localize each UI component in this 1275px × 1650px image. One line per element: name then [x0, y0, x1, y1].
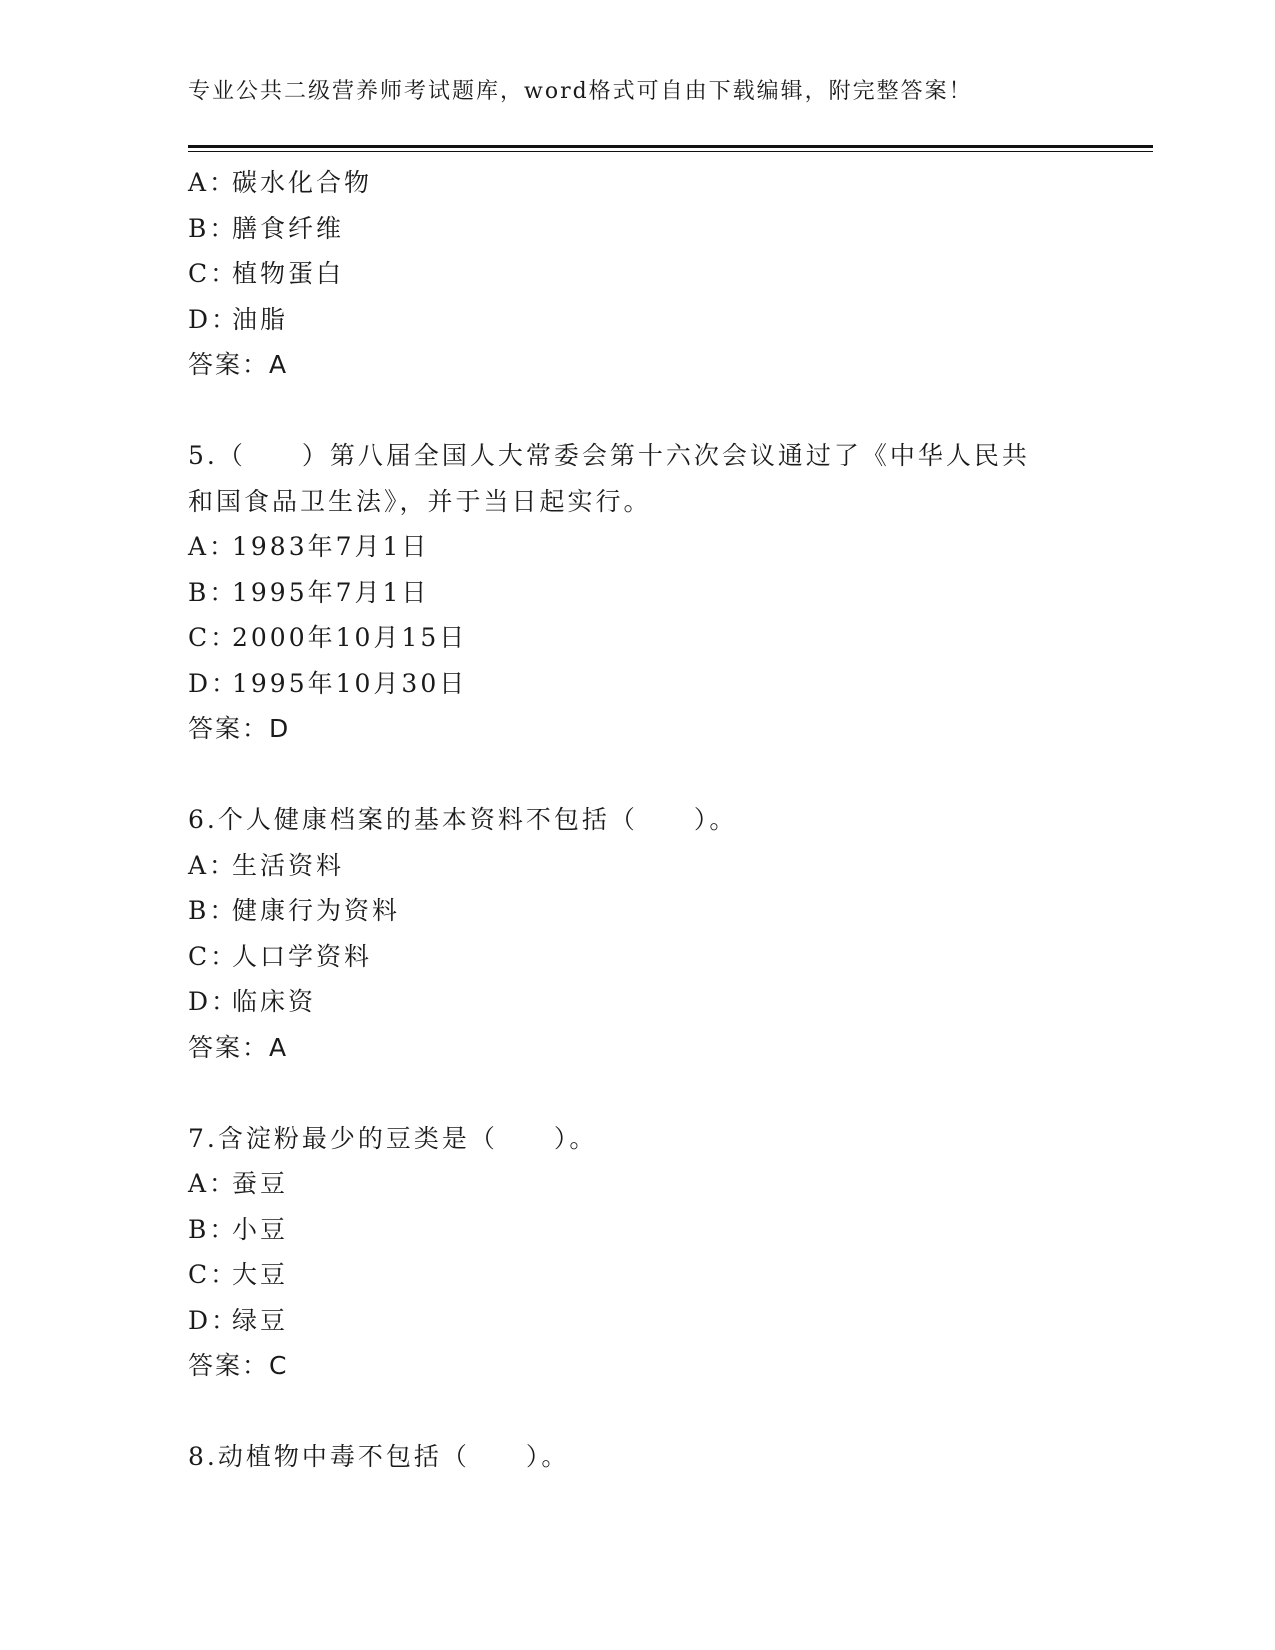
- option-b: [188, 570, 1088, 616]
- option-a: [188, 524, 1088, 570]
- option-letter: D：: [188, 668, 240, 698]
- option-text: 植物蛋白: [232, 259, 345, 288]
- spacer: [188, 1389, 1088, 1435]
- question-block: [188, 1434, 1088, 1480]
- option-text: 生活资料: [232, 850, 345, 880]
- option-text: 临床资: [232, 987, 317, 1016]
- option-letter: B：: [188, 896, 238, 925]
- option-b: [188, 888, 1088, 934]
- answer: 答案：A: [188, 1032, 289, 1062]
- question-text: 6.个人健康档案的基本资料不包括（ ）。: [188, 805, 738, 834]
- option-c: [188, 934, 1088, 980]
- option-text: 大豆: [232, 1260, 289, 1289]
- question-block: [188, 433, 1088, 752]
- page-header: 专业公共二级营养师考试题库，word格式可自由下载编辑，附完整答案！: [188, 79, 973, 104]
- option-b: [188, 1207, 1088, 1253]
- option-d: [188, 1298, 1088, 1344]
- option-a: [188, 843, 1088, 889]
- option-letter: D：: [188, 987, 240, 1016]
- question-block: [188, 160, 1088, 388]
- option-a: [188, 1161, 1088, 1207]
- spacer: [188, 388, 1088, 434]
- option-letter: B：: [188, 577, 238, 607]
- option-letter: C：: [188, 1260, 239, 1289]
- question-block: [188, 1116, 1088, 1389]
- option-letter: A：: [188, 168, 238, 197]
- question-text: 8.动植物中毒不包括（ ）。: [188, 1442, 570, 1471]
- option-c: [188, 615, 1088, 661]
- option-text: 油脂: [232, 304, 289, 334]
- option-text: 健康行为资料: [232, 896, 401, 925]
- answer: 答案：C: [188, 1351, 289, 1380]
- option-text: 人口学资料: [232, 941, 373, 971]
- option-letter: B：: [188, 1214, 238, 1244]
- option-letter: A：: [188, 850, 238, 880]
- option-letter: C：: [188, 259, 239, 288]
- spacer: [188, 1070, 1088, 1116]
- option-letter: C：: [188, 941, 239, 971]
- option-letter: D：: [188, 1305, 240, 1335]
- option-text: 小豆: [232, 1214, 289, 1244]
- option-text: 膳食纤维: [232, 213, 345, 243]
- option-letter: C：: [188, 623, 239, 652]
- option-d: [188, 297, 1088, 343]
- option-text: 1995年10月30日: [232, 668, 468, 698]
- option-text: 1995年7月1日: [232, 577, 430, 607]
- question-block: [188, 797, 1088, 1070]
- option-a: [188, 160, 1088, 206]
- question-text: 和国食品卫生法》，并于当日起实行。: [188, 486, 652, 516]
- option-c: [188, 251, 1088, 297]
- header-rule-thin: [188, 151, 1153, 152]
- option-letter: A：: [188, 1169, 238, 1198]
- question-content: [188, 160, 1088, 1480]
- option-text: 绿豆: [232, 1305, 289, 1335]
- spacer: [188, 752, 1088, 798]
- answer: 答案：A: [188, 350, 289, 379]
- question-text: 7.含淀粉最少的豆类是（ ）。: [188, 1123, 598, 1153]
- question-text: 5.（ ）第八届全国人大常委会第十六次会议通过了《中华人民共: [188, 441, 1030, 470]
- option-c: [188, 1252, 1088, 1298]
- option-text: 2000年10月15日: [232, 623, 468, 652]
- option-b: [188, 206, 1088, 252]
- option-d: [188, 979, 1088, 1025]
- option-text: 碳水化合物: [232, 168, 373, 197]
- answer: 答案：D: [188, 714, 291, 743]
- header-rule-thick: [188, 145, 1153, 148]
- option-text: 蚕豆: [232, 1169, 289, 1198]
- option-letter: A：: [188, 532, 238, 561]
- option-d: [188, 661, 1088, 707]
- option-letter: D：: [188, 304, 240, 334]
- option-text: 1983年7月1日: [232, 532, 430, 561]
- option-letter: B：: [188, 213, 238, 243]
